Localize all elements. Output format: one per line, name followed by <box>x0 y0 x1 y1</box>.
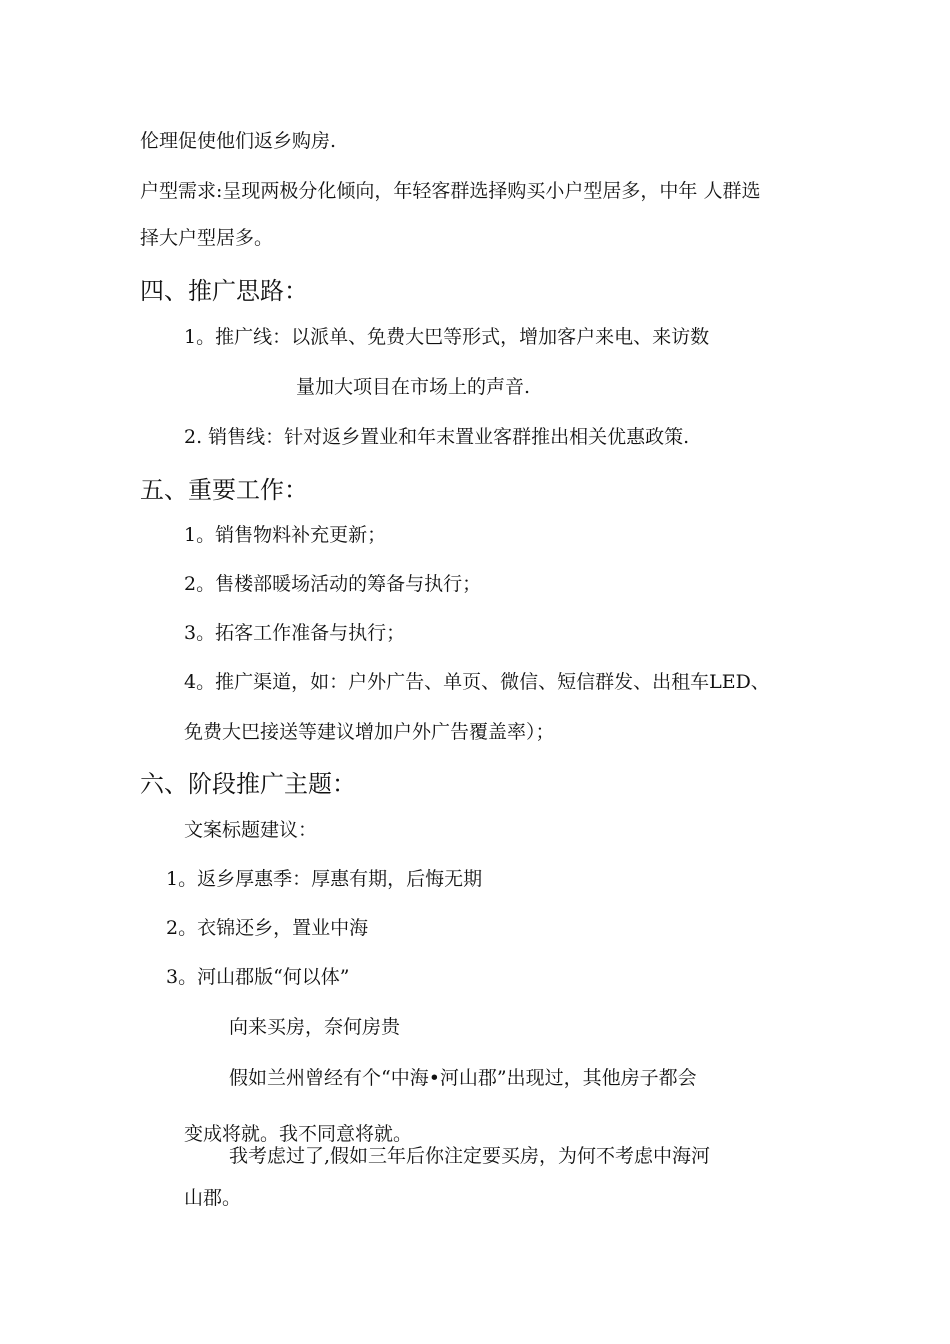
intro-line-3: 择大户型居多。 <box>140 227 274 249</box>
section-5-item-4b: 免费大巴接送等建议增加户外广告覆盖率）； <box>184 721 555 743</box>
section-6-poem-2b: 变成将就。我不同意将就。 <box>184 1123 413 1145</box>
intro-line-1: 伦理促使他们返乡购房. <box>140 130 337 152</box>
section-5-item-2: 2。售楼部暖场活动的筹备与执行； <box>184 573 482 595</box>
section-6-item-1: 1。返乡厚惠季：厚惠有期，后悔无期 <box>166 868 483 890</box>
section-4-item-2: 2. 销售线：针对返乡置业和年末置业客群推出相关优惠政策. <box>184 426 690 448</box>
section-6-poem-2a: 假如兰州曾经有个“中海•河山郡”出现过，其他房子都会 <box>229 1067 697 1089</box>
section-6-poem-1: 向来买房，奈何房贵 <box>229 1016 401 1038</box>
section-6-poem-3b: 山郡。 <box>184 1187 242 1209</box>
section-6-poem-3a: 我考虑过了,假如三年后你注定要买房，为何不考虑中海河 <box>229 1145 711 1167</box>
section-6-subtitle: 文案标题建议： <box>184 819 318 841</box>
section-5-item-3: 3。拓客工作准备与执行； <box>184 622 406 644</box>
section-6-item-3: 3。河山郡版“何以体” <box>166 966 350 988</box>
section-6-heading: 六、阶段推广主题： <box>140 770 356 798</box>
section-6-item-2: 2。衣锦还乡，置业中海 <box>166 917 369 939</box>
section-4-heading: 四、推广思路： <box>140 277 308 305</box>
intro-line-2: 户型需求:呈现两极分化倾向，年轻客群选择购买小户型居多，中年 人群选 <box>140 180 761 202</box>
section-5-item-1: 1。销售物料补充更新； <box>184 524 387 546</box>
section-4-item-1b: 量加大项目在市场上的声音. <box>296 376 531 398</box>
section-5-item-4a: 4。推广渠道，如：户外广告、单页、微信、短信群发、出租车LED、 <box>184 671 770 693</box>
section-4-item-1a: 1。推广线：以派单、免费大巴等形式，增加客户来电、来访数 <box>184 326 710 348</box>
section-5-heading: 五、重要工作： <box>140 476 308 504</box>
